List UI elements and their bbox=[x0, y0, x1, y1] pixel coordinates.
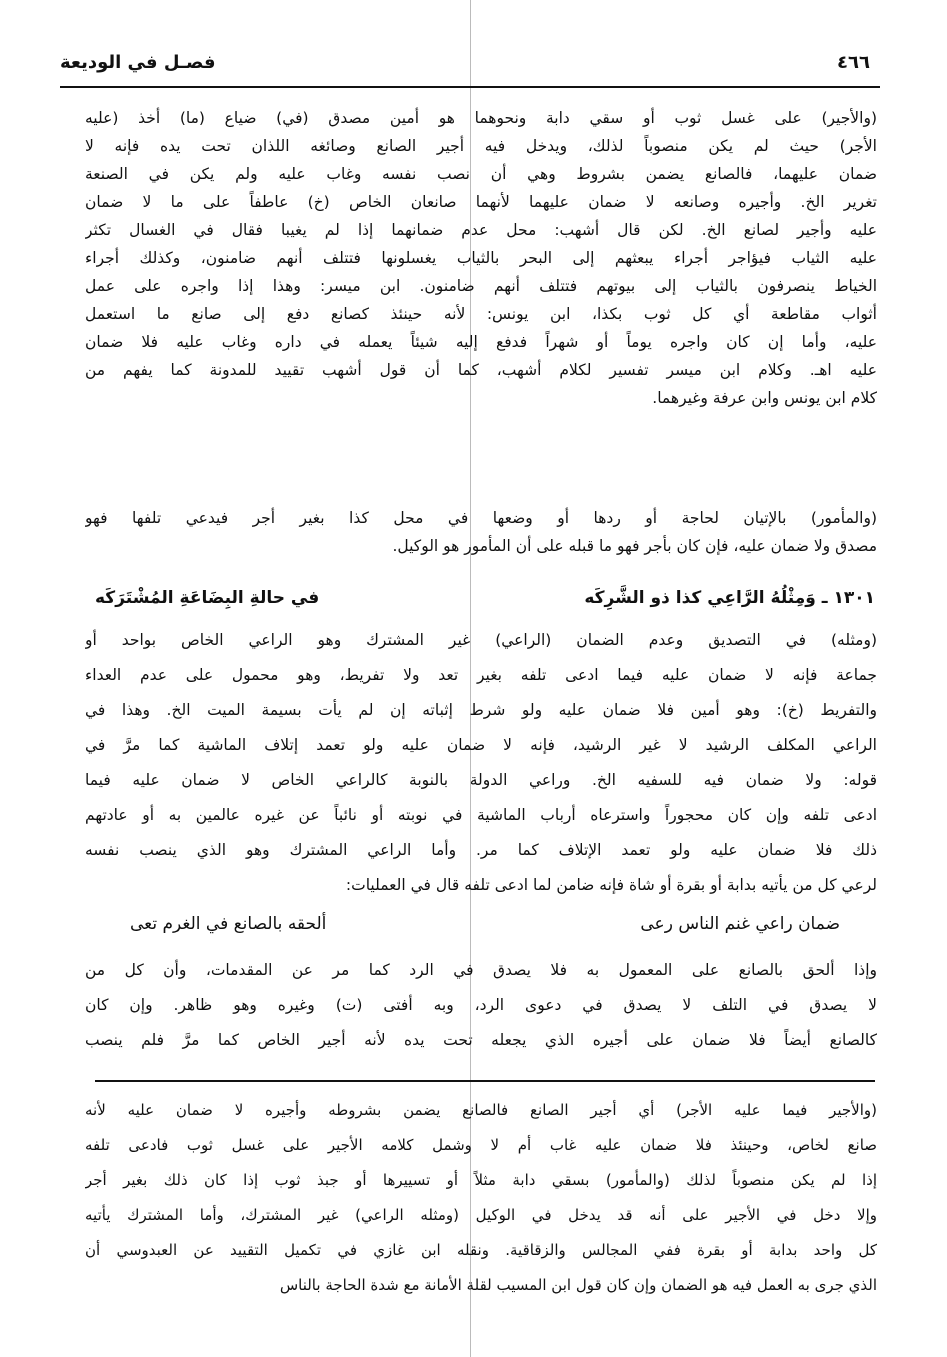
text-line: عليه اهـ. وكلام ابن ميسر تفسير لكلام أشهب، كما أن قول أشهب تقييد للمدونة كما يفهم من bbox=[85, 361, 877, 379]
text-line: عليه الثياب فيؤاجر أجراء يبعثهم إلى البحر بالثياب يغسلونها فتتلف أنهم ضامنون، وكذلك أجراء bbox=[85, 249, 877, 267]
footnote-rule bbox=[95, 1080, 875, 1082]
page-header bbox=[60, 48, 870, 82]
text-line: كالصانع أيضاً فلا ضمان على أجيره الذي يجعله تحت يده لأنه أجير الخاص كما مرَّ فلم ينصب bbox=[85, 1031, 877, 1049]
paragraph-1 bbox=[85, 104, 877, 412]
paragraph-4 bbox=[85, 953, 877, 1058]
text-line: قوله: ولا ضمان فيه للسفيه الخ. وراعي الدولة بالنوبة كالراعي الخاص لا ضمان عليه فيما bbox=[85, 771, 877, 789]
verse-first-hemistich: ضمان راعي غنم الناس رعى bbox=[640, 914, 840, 934]
text-line: والتفريط (خ): وهو أمين فلا ضمان عليه ولو شرط إثباته إن لم يأت بسيمة الميت الخ. وهذا في bbox=[85, 701, 877, 719]
text-line: عليه وأجير لصانع الخ. لكن قال أشهب: محل عدم ضمانهما إذا لم يغيبا فقال في الغسال تكثر bbox=[85, 221, 877, 239]
text-line: الخياط ينصرفون بالثياب إلى بيوتهم فتتلف أنهم ضامنون. ابن ميسر: وهذا إذا واجره على عمل bbox=[85, 277, 877, 295]
text-line: (والأجير) على غسل ثوب أو سقي دابة ونحوهما هو أمين مصدق (في) ضياع (ما) أخذ (عليه bbox=[85, 109, 877, 127]
text-line: عليه، وأما إن كان واجره يوماً أو شهراً فدفع إليه شيئاً يعمله في داره وغاب عليه فلا ضمان bbox=[85, 333, 877, 351]
text-line: تغرير الخ. وأجيره وصانعه لا ضمان عليهما لأنهما صانعان الخاص (خ) عاطفاً على ما لا ضمان bbox=[85, 193, 877, 211]
verse-second-hemistich: ألحقه بالصانع في الغرم تعى bbox=[130, 914, 327, 934]
verse-second-hemistich: في حالةِ البِضَاعَةِ المُشْتَرَكَه bbox=[95, 588, 320, 608]
text-line: لا يصدق في التلف لا يصدق في دعوى الرد، وبه أفتى (ت) وغيره وهو ظاهر. وإن كان bbox=[85, 996, 877, 1014]
verse-first-hemistich: ١٣٠١ ـ وَمِثْلُهُ الرَّاعِي كذا ذو الشَّرِكَه bbox=[584, 588, 875, 608]
text-line: ضمان عليهما، فالصانع يضمن بشروط وهي أن نصب نفسه وغاب عليه ولم يكن في الصنعة bbox=[85, 165, 877, 183]
verse-1301 bbox=[95, 588, 875, 608]
text-line: (والأجير فيما عليه الأجر) أي أجير الصانع فالصانع يضمن بشروطه وأجيره لا ضمان عليه لأنه bbox=[85, 1101, 877, 1119]
text-line: مصدق ولا ضمان عليه، فإن كان بأجر فهو ما قبله على أن المأمور هو الوكيل. bbox=[392, 537, 877, 555]
text-line: وإلا دخل في الأجير على أنه قد يدخل في الوكيل (ومثله الراعي) غير المشترك، وأما المشترك يأتيه bbox=[85, 1206, 877, 1224]
text-line: لرعي كل من يأتيه بدابة أو بقرة أو شاة فإنه ضامن لما ادعى تلفه قال في العمليات: bbox=[345, 876, 877, 894]
text-line: جماعة فإنه لا ضمان عليه فيما ادعى تلفه بغير تعد ولا تفريط، وهو محمول على عدم العداء bbox=[85, 666, 877, 684]
text-line: أثواب مقاطعة أي كل ثوب بكذا، ابن يونس: لأنه حينئذ كصانع دفع إلى صانع ما استعمل bbox=[85, 305, 877, 323]
chapter-title: فصـل في الوديعة bbox=[60, 52, 216, 73]
text-line: وإذا ألحق بالصانع على المعمول به فلا يصدق في الرد كما مر عن المقدمات، وأن كل من bbox=[85, 961, 877, 979]
text-line: كلام ابن يونس وابن عرفة وغيرهما. bbox=[652, 389, 877, 407]
text-line: صانع لخاص، وحينئذ فلا ضمان عليه غاب أم لا وشمل كلامه الأجير على غسل ثوب فادعى تلفه bbox=[85, 1136, 877, 1154]
header-rule bbox=[60, 86, 880, 88]
text-line: (ومثله) في التصديق وعدم الضمان (الراعي) غير المشترك وهو الراعي الخاص بواحد أو bbox=[85, 631, 877, 649]
text-line: (والمأمور) بالإتيان لحاجة أو ردها أو وضعها في محل كذا بغير أجر فيدعي تلفها فهو bbox=[85, 509, 877, 527]
text-line: الراعي المكلف الرشيد لا غير الرشيد، فإنه لا ضمان عليه ولو تعمد إتلاف الماشية كما مرَّ في bbox=[85, 736, 877, 754]
text-line: ادعى تلفه وإن كان محجوراً واسترعاه أرباب الماشية في نوبته أو نائباً عن غيره عالمين به أو عادتهم bbox=[85, 806, 877, 824]
text-line: إذا لم يكن منصوباً لذلك (والمأمور) بسقي دابة مثلاً أو تسييرها أو جبذ ثوب إذا كان ذلك بغير أجر bbox=[85, 1171, 877, 1189]
text-line: ذلك فلا ضمان عليه ولو تعمد الإتلاف كما مر. وأما الراعي المشترك وهو الذي ينصب نفسه bbox=[85, 841, 877, 859]
footnotes bbox=[85, 1093, 877, 1303]
page-number: ٤٦٦ bbox=[837, 52, 870, 73]
paragraph-3 bbox=[85, 623, 877, 903]
text-line: كل واحد بدابة أو بقرة ففي المجالس والزقاقية. ونقله ابن غازي في تكميل التقييد عن العبدوسي أن bbox=[85, 1241, 877, 1259]
verse-amaliyat bbox=[130, 914, 840, 934]
text-line: الذي جرى به العمل فيه هو الضمان وإن كان قول ابن المسيب لقلة الأمانة مع شدة الحاجة بالناس bbox=[279, 1276, 877, 1294]
paragraph-2 bbox=[85, 504, 877, 560]
text-line: الأجر) حيث لم يكن منصوباً لذلك، ويدخل فيه أجير الصانع وصائغه اللذان تحت يده فإنه لا bbox=[85, 137, 877, 155]
